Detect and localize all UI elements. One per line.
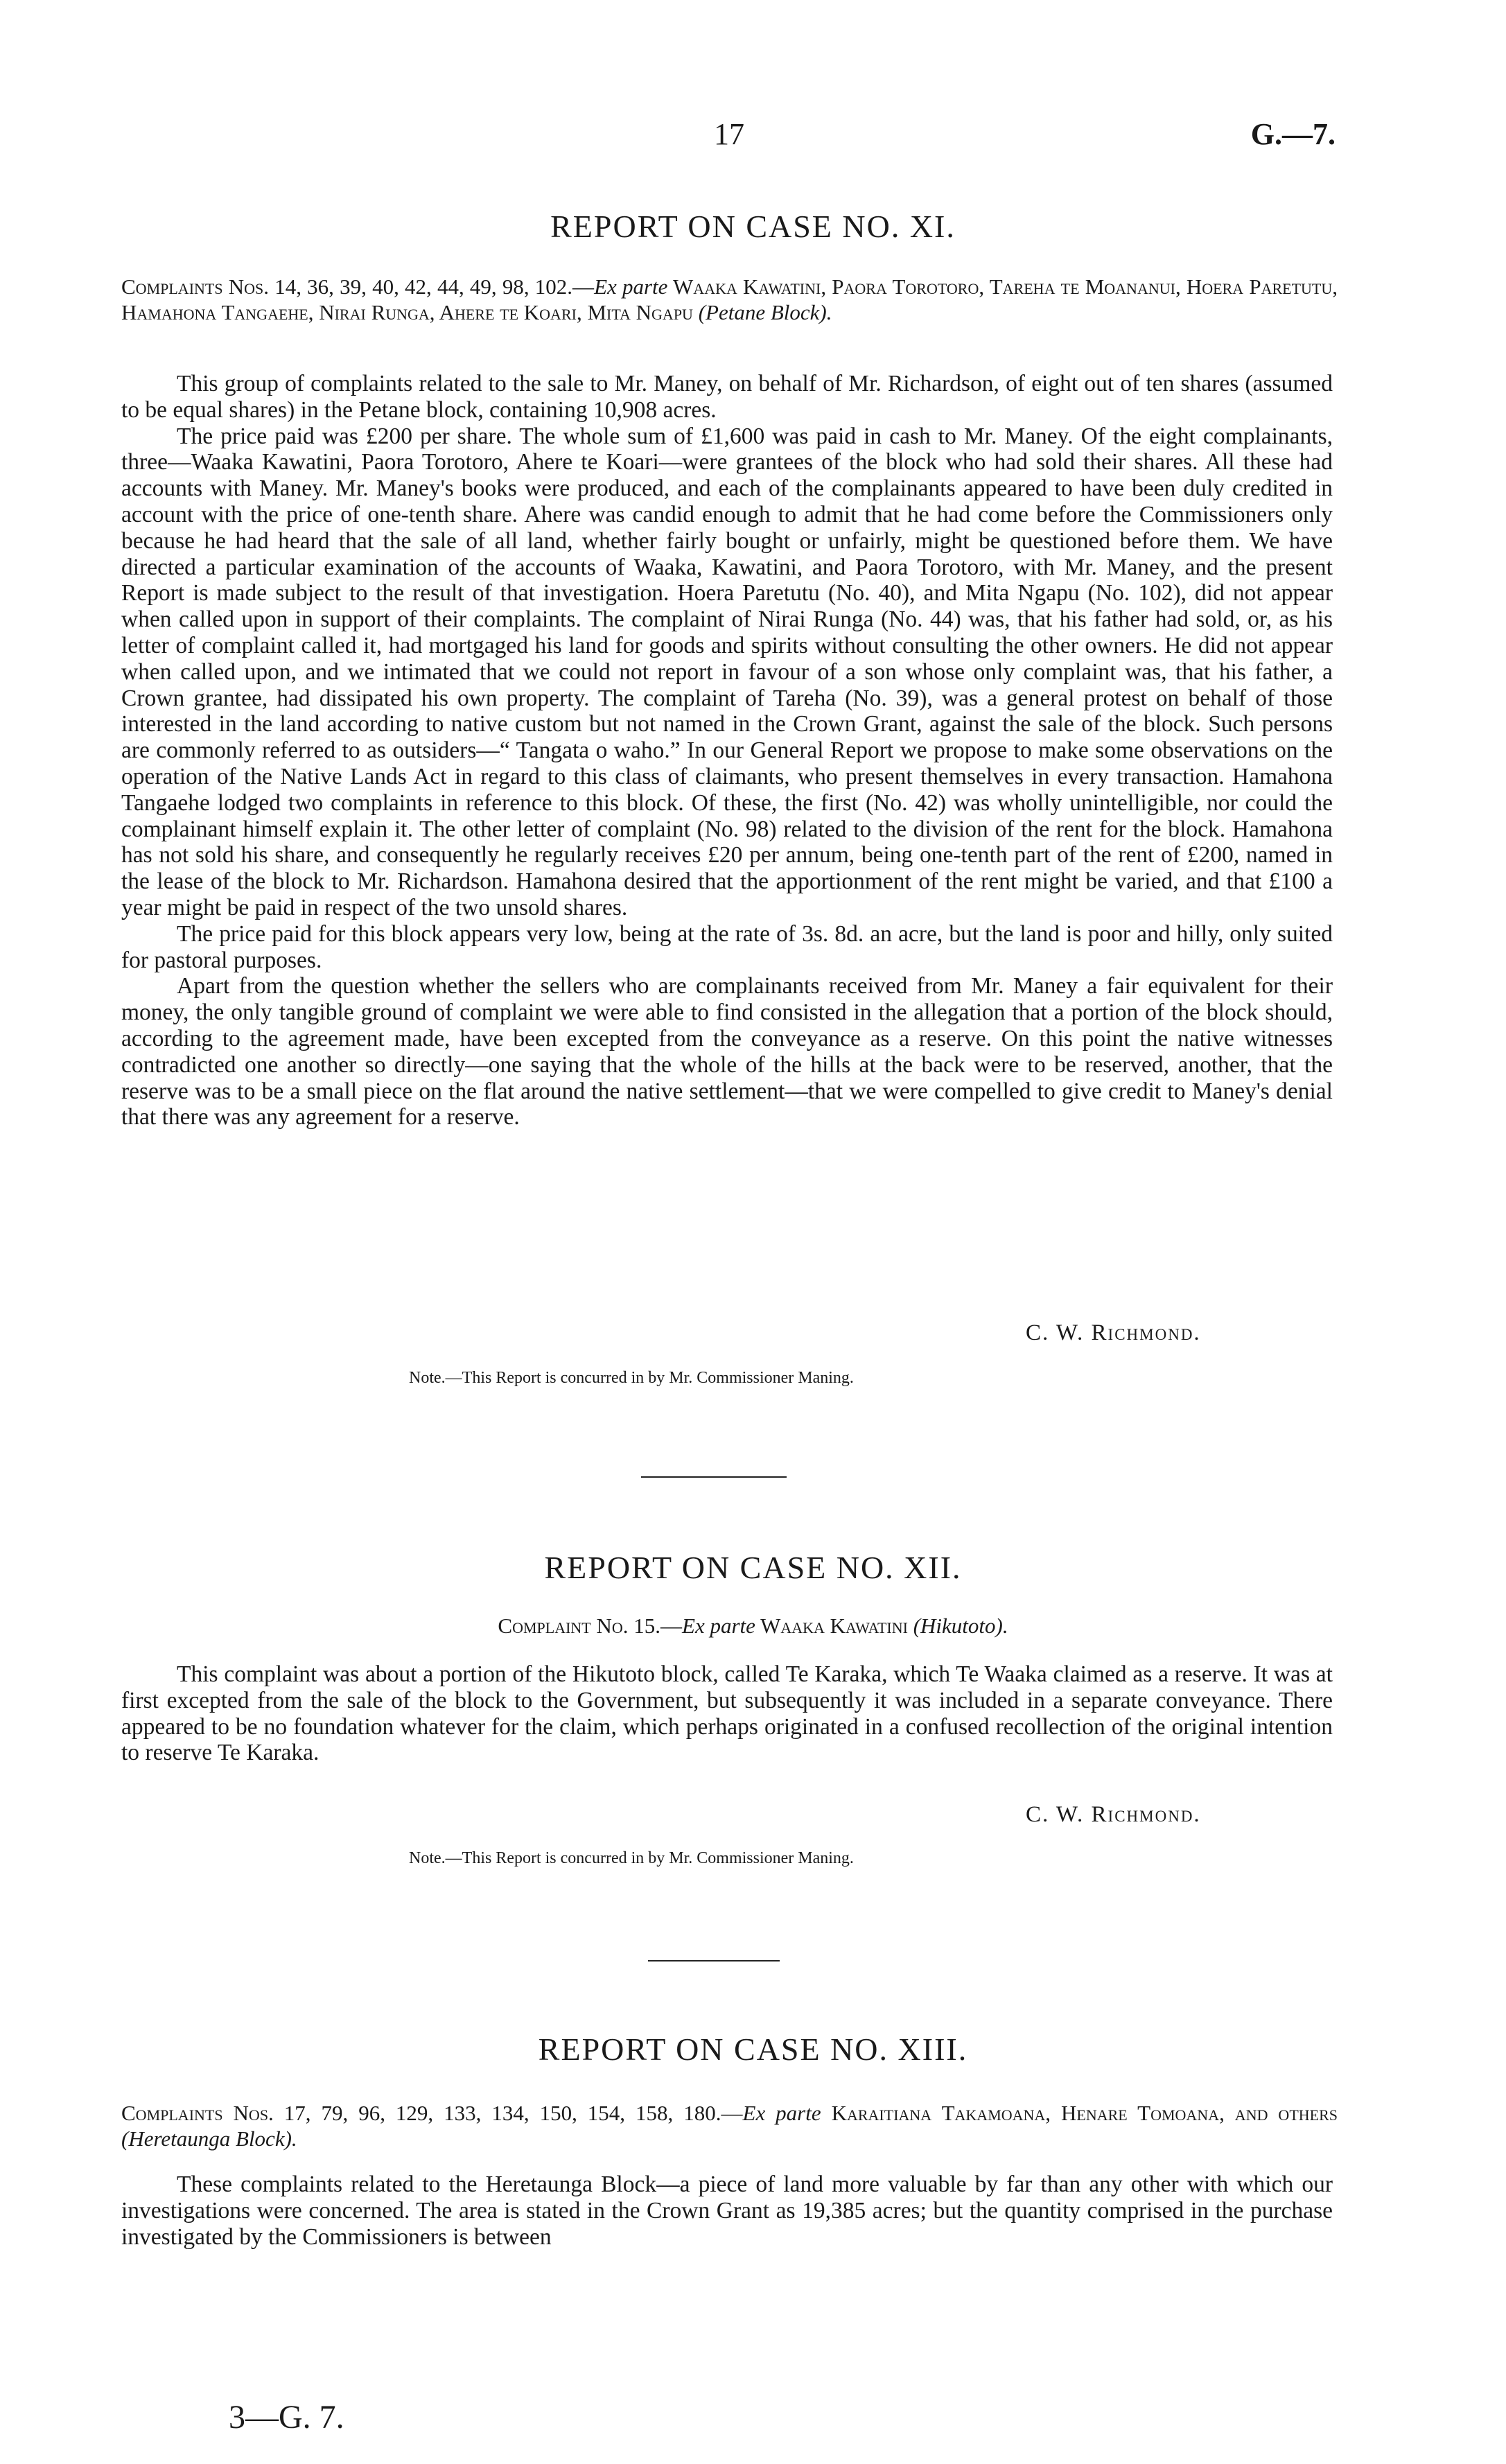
case-12-block: (Hikutoto). (913, 1614, 1008, 1638)
case-11-exparte: Ex parte (594, 274, 668, 299)
case-12-note: Note.—This Report is concurred in by Mr. Commissioner Maning. (409, 1849, 854, 1867)
case-13-paragraph: These complaints related to the Heretaunga Block—a piece of land more valuable by far than any other with which our investigations were concerned. The area is stated in the Crown Grant as 19,385 acres; but the quantity comprised in the purchase investigated by the Commissioners is between (121, 2172, 1333, 2250)
section-divider (648, 1960, 780, 1961)
document-reference: G.—7. (1250, 117, 1336, 151)
case-12-title: REPORT ON CASE NO. XII. (544, 1550, 962, 1585)
case-13-complaint-names: Karaitiana Takamoana, Henare Tomoana, and others (821, 2101, 1338, 2125)
case-11-complaint-prefix: Complaints Nos. 14, 36, 39, 40, 42, 44, 49, 98, 102.— (121, 274, 595, 299)
case-11-paragraph: Apart from the question whether the sellers who are complainants received from Mr. Maney a fair equivalent for their money, the only tangible ground of complaint we were able to find consisted in the allegation that a portion of the block should, according to the agreement made, have been excepted from the conveyance as a reserve. On this point the native witnesses contradicted one another so directly—one saying that the whole of the hills at the back were to be reserved, another, that the reserve was to be a small piece on the flat around the native settlement—that we were compelled to give credit to Maney's denial that there was any agreement for a reserve. (121, 973, 1333, 1130)
case-12-exparte: Ex parte (682, 1614, 755, 1638)
case-12-signature: C. W. Richmond. (1026, 1802, 1201, 1827)
section-divider (641, 1476, 787, 1478)
case-13-block: (Heretaunga Block). (121, 2126, 297, 2151)
case-12-complaint-prefix: Complaint No. 15.— (498, 1614, 683, 1638)
case-12-complaint (0, 1613, 1506, 1639)
case-12-body (121, 1661, 1333, 1766)
case-11-title: REPORT ON CASE NO. XI. (550, 209, 956, 244)
case-11-complaint (121, 274, 1338, 325)
case-11-note: Note.—This Report is concurred in by Mr. Commissioner Maning. (409, 1369, 854, 1387)
case-13-complaint-prefix: Complaints Nos. 17, 79, 96, 129, 133, 134, 150, 154, 158, 180.— (121, 2101, 743, 2125)
case-11-paragraph: The price paid was £200 per share. The whole sum of £1,600 was paid in cash to Mr. Maney. Of the eight complainants, three—Waaka Kawatini, Paora Torotoro, Ahere te Koari—were grantees of the block who had sold their shares. All these had accounts with Maney. Mr. Maney's books were produced, and each of the complainants appeared to have been duly credited in account with the price of one-tenth share. Ahere was candid enough to admit that he had come before the Commissioners only because he had heard that the sale of all land, whether fairly bought or unfairly, might be questioned before them. We have directed a particular examination of the accounts of Waaka, Kawatini, and Paora Torotoro, with Mr. Maney, and the present Report is made subject to the result of that investigation. Hoera Paretutu (No. 40), and Mita Ngapu (No. 102), did not appear when called upon in support of their complaints. The complaint of Nirai Runga (No. 44) was, that his father had sold, or, as his letter of complaint called it, had mortgaged his land for goods and spirits without consulting the other owners. He did not appear when called upon, and we intimated that we could not report in favour of a son whose only complaint was, that his father, a Crown grantee, had dissipated his own property. The complaint of Tareha (No. 39), was a general protest on behalf of those interested in the land according to native custom but not named in the Crown Grant, against the sale of the block. Such persons are commonly referred to as outsiders—“ Tangata o waho.” In our General Report we propose to make some observations on the operation of the Native Lands Act in regard to this class of claimants, who present themselves in every transaction. Hamahona Tangaehe lodged two complaints in reference to this block. Of these, the first (No. 42) was wholly unintelligible, nor could the complainant himself explain it. The other letter of complaint (No. 98) related to the division of the rent for the block. Hamahona has not sold his share, and consequently he regularly receives £20 per annum, being one-tenth part of the rent of £200, named in the lease of the block to Mr. Richardson. Hamahona desired that the apportionment of the rent might be varied, and that £100 a year might be paid in respect of the two unsold shares. (121, 423, 1333, 920)
case-13-body (121, 2172, 1333, 2250)
case-11-block: (Petane Block). (698, 300, 832, 324)
case-13-exparte: Ex parte (742, 2101, 821, 2125)
signature-mark: 3—G. 7. (229, 2399, 344, 2436)
case-13-complaint (121, 2100, 1338, 2151)
case-13-title: REPORT ON CASE NO. XIII. (538, 2032, 968, 2067)
case-11-body (121, 371, 1333, 1130)
case-11-signature: C. W. Richmond. (1026, 1320, 1201, 1345)
case-11-complaint-names: Waaka Kawatini, Paora Torotoro, Tareha te Moananui, Hoera Paretutu, Hamahona Tangaehe, Nirai Runga, Ahere te Koari, Mita Ngapu (121, 274, 1338, 324)
case-12-paragraph: This complaint was about a portion of the Hikutoto block, called Te Karaka, which Te Waaka claimed as a reserve. It was at first excepted from the sale of the block to the Government, but subsequently it was included in a separate conveyance. There appeared to be no foundation whatever for the claim, which perhaps originated in a confused recollection of the original intention to reserve Te Karaka. (121, 1661, 1333, 1766)
case-12-complaint-names: Waaka Kawatini (755, 1614, 913, 1638)
case-11-paragraph: The price paid for this block appears very low, being at the rate of 3s. 8d. an acre, but the land is poor and hilly, only suited for pastoral purposes. (121, 920, 1333, 973)
page-number: 17 (714, 117, 744, 151)
case-11-paragraph: This group of complaints related to the sale to Mr. Maney, on behalf of Mr. Richardson, of eight out of ten shares (assumed to be equal shares) in the Petane block, containing 10,908 acres. (121, 371, 1333, 423)
